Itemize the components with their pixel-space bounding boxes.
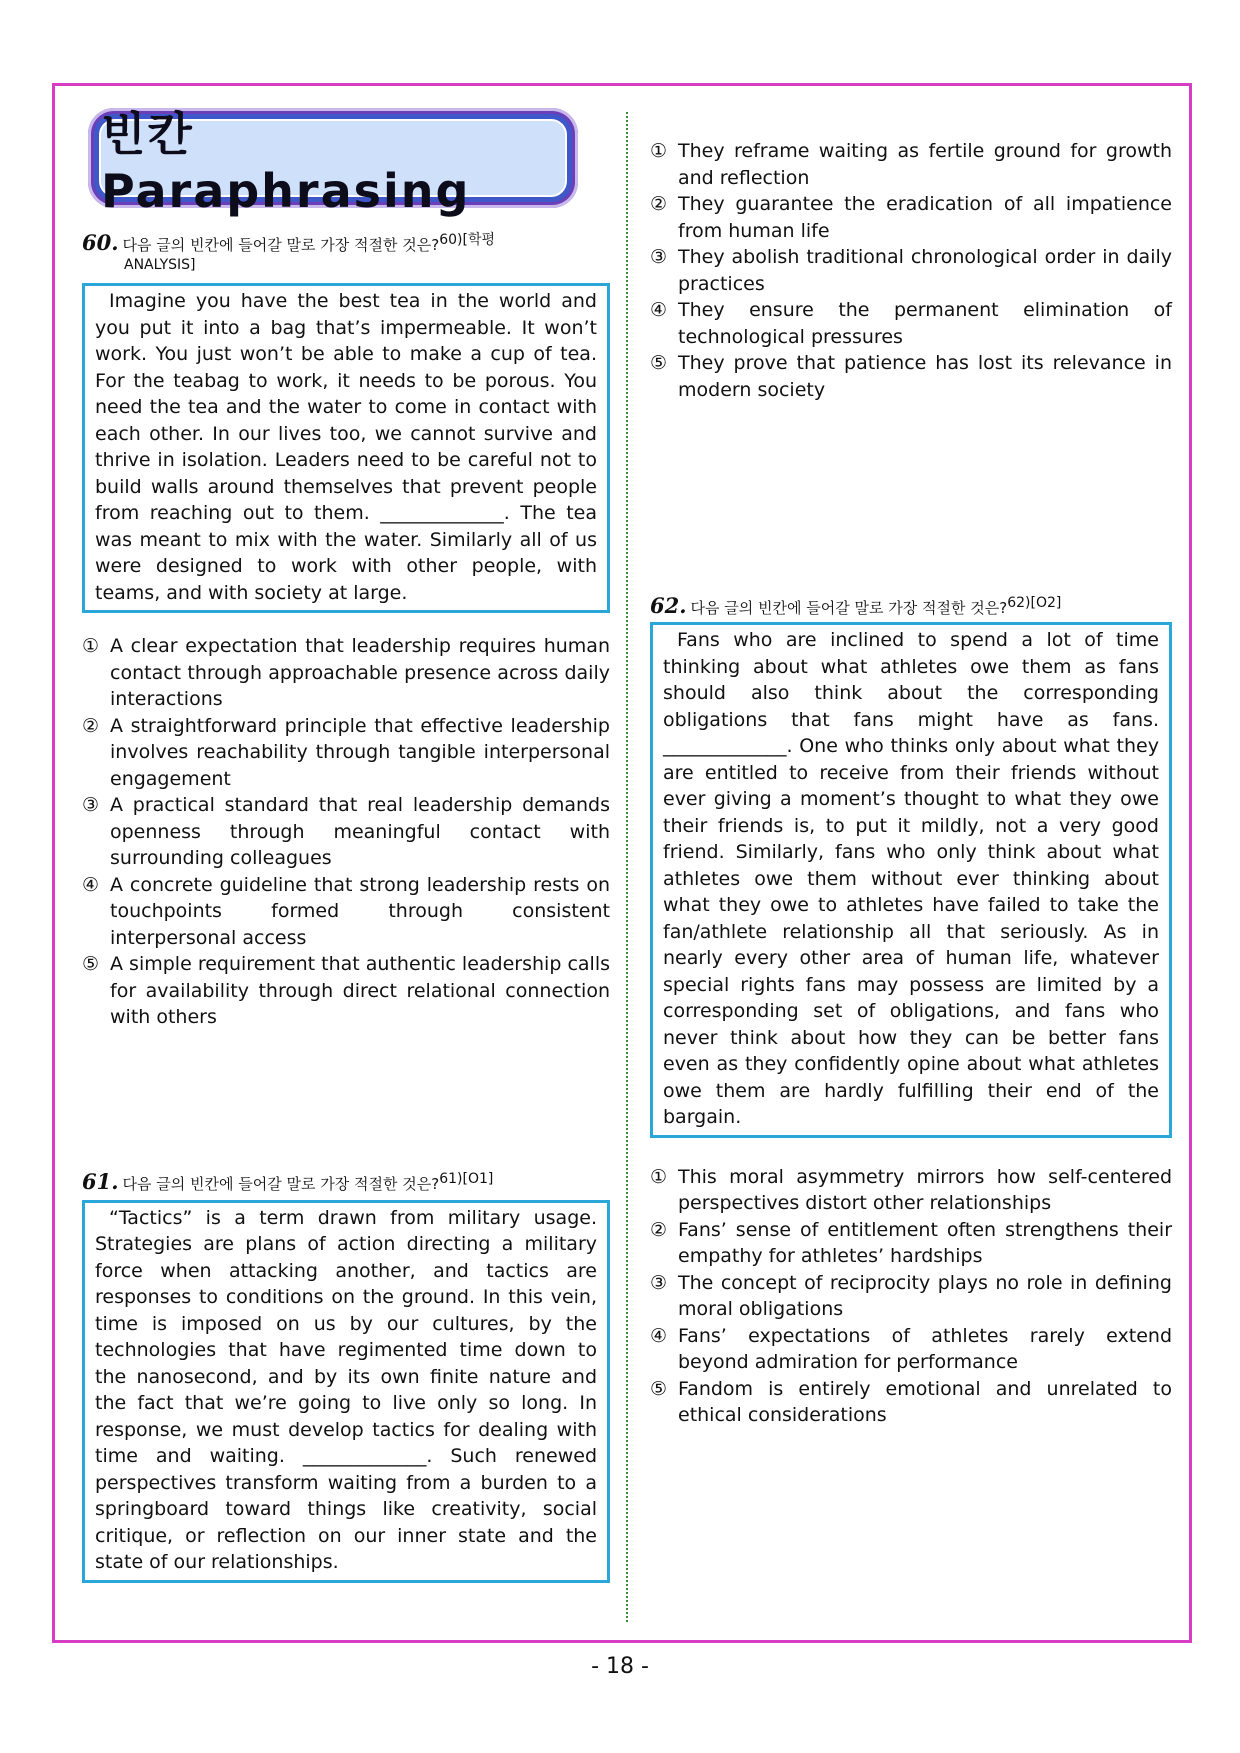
option-marker: ⑤: [650, 352, 668, 374]
option-marker: ③: [650, 1271, 668, 1294]
answer-options-61: [650, 138, 1172, 403]
option-marker: ④: [650, 1324, 668, 1347]
option-5[interactable]: [650, 350, 1172, 403]
option-marker: ③: [650, 246, 668, 268]
page-number: - 18 -: [591, 1654, 649, 1679]
question-source: 61)[O1]: [439, 1170, 494, 1187]
option-3[interactable]: [650, 1270, 1172, 1323]
passage-text: Imagine you have the best tea in the world and you put it into a bag that’s impermeable. It won’t work. You just won’t be able to make a cup of tea. For the teabag to work, it needs to be porous. You need the tea and the water to come in contact with each other. In our lives too, we cannot survive and thrive in isolation. Leaders need to be careful not to build walls around themselves that prevent people from reaching out to them. _____________. The tea was meant to mix with the water. Similarly all of us were designed to work with other people, with teams, and with society at large.: [95, 290, 597, 604]
question-number: 62.: [650, 593, 687, 618]
question-61-header: [82, 1169, 610, 1194]
passage-text: “Tactics” is a term drawn from military usage. Strategies are plans of action directing a military force when attacking another, and tactics are responses to conditions on the ground. In this vein, time is imposed on us by our cultures, by the technologies that have regimented time down to the nanosecond, and by its own finite nature and the fact that we’re going to live only so long. In response, we must develop tactics for dealing with time and waiting. _____________. Such renewed perspectives transform waiting from a burden to a springboard toward things like creativity, social critique, or reflection on our inner state and the state of our relationships.: [95, 1206, 597, 1573]
left-column: [82, 108, 610, 1583]
option-marker: ②: [650, 1218, 668, 1241]
option-2[interactable]: [650, 191, 1172, 244]
option-marker: ①: [82, 635, 100, 657]
option-3[interactable]: [82, 792, 610, 872]
answer-options: [82, 633, 610, 1031]
option-4[interactable]: [82, 872, 610, 952]
option-5[interactable]: [650, 1376, 1172, 1429]
option-marker: ②: [82, 714, 100, 737]
question-60: [82, 230, 610, 1031]
option-text: They abolish traditional chronological order in daily practices: [678, 246, 1172, 295]
passage-box: [82, 1200, 610, 1583]
question-source-cont: ANALYSIS]: [124, 257, 196, 273]
question-60-header: [82, 230, 610, 275]
question-instruction: 다음 글의 빈칸에 들어갈 말로 가장 적절한 것은?: [122, 1174, 440, 1193]
passage-box: [82, 283, 610, 613]
option-marker: ④: [82, 873, 100, 896]
question-62: [650, 593, 1172, 1429]
question-source: 60)[학평: [439, 232, 495, 248]
question-instruction: 다음 글의 빈칸에 들어갈 말로 가장 적절한 것은?: [122, 236, 440, 254]
option-marker: ⑤: [650, 1377, 668, 1400]
option-text: Fandom is entirely emotional and unrelated to ethical considerations: [678, 1377, 1172, 1426]
passage-text: Fans who are inclined to spend a lot of time thinking about what athletes owe them as fans should also think about the corresponding obligations that fans might have as fans. _____________. One who thinks only about what they are entitled to receive from their friends without ever giving a moment’s thought to what they owe their friends is, to put it mildly, not a very good friend. Similarly, fans who only think about what athletes owe them without ever thinking about what they owe to athletes have failed to take the fan/athlete relationship all that seriously. As in nearly every other area of human life, whatever special rights fans may possess are limited by a corresponding set of obligations, and fans who never think about how they can be better fans even as they confidently opine about what athletes owe them are hardly fulfilling their end of the bargain.: [663, 629, 1159, 1128]
question-instruction: 다음 글의 빈칸에 들어갈 말로 가장 적절한 것은?: [690, 599, 1008, 617]
passage-box: [650, 622, 1172, 1138]
option-text: They prove that patience has lost its relevance in modern society: [678, 352, 1172, 401]
question-source: 62)[O2]: [1007, 595, 1062, 611]
option-4[interactable]: [650, 297, 1172, 350]
section-banner: [88, 107, 578, 218]
right-column: [650, 138, 1172, 1429]
option-text: They ensure the permanent elimination of technological pressures: [678, 299, 1172, 348]
option-marker: ⑤: [82, 953, 100, 975]
question-62-header: [650, 593, 1172, 618]
question-61: [82, 1169, 610, 1583]
option-3[interactable]: [650, 244, 1172, 297]
question-number: 60.: [82, 230, 119, 255]
option-4[interactable]: [650, 1323, 1172, 1376]
option-marker: ①: [650, 140, 668, 162]
answer-options-62: [650, 1164, 1172, 1429]
option-marker: ③: [82, 794, 100, 816]
option-2[interactable]: [650, 1217, 1172, 1270]
option-text: A straightforward principle that effective leadership involves reachability through tangible interpersonal engagement: [110, 714, 610, 790]
option-1[interactable]: [650, 138, 1172, 191]
option-2[interactable]: [82, 713, 610, 793]
option-marker: ①: [650, 1165, 668, 1188]
question-number: 61.: [82, 1168, 119, 1194]
option-text: A concrete guideline that strong leadership rests on touchpoints formed through consistent interpersonal access: [110, 873, 610, 949]
option-text: Fans’ expectations of athletes rarely extend beyond admiration for performance: [678, 1324, 1172, 1373]
option-1[interactable]: [650, 1164, 1172, 1217]
column-divider: [626, 112, 628, 1622]
option-text: A simple requirement that authentic leadership calls for availability through direct relational connection with others: [110, 953, 610, 1028]
option-text: They reframe waiting as fertile ground for growth and reflection: [678, 140, 1172, 189]
option-text: They guarantee the eradication of all impatience from human life: [678, 193, 1172, 242]
option-5[interactable]: [82, 951, 610, 1031]
option-marker: ②: [650, 193, 668, 215]
option-1[interactable]: [82, 633, 610, 713]
option-text: A practical standard that real leadership demands openness through meaningful contact with surrounding colleagues: [110, 794, 610, 869]
option-marker: ④: [650, 299, 668, 321]
section-title: 빈칸 Paraphrasing: [101, 107, 471, 218]
option-text: Fans’ sense of entitlement often strengthens their empathy for athletes’ hardships: [678, 1218, 1172, 1267]
option-text: This moral asymmetry mirrors how self-centered perspectives distort other relationships: [678, 1165, 1172, 1214]
option-text: A clear expectation that leadership requires human contact through approachable presence across daily interactions: [110, 635, 610, 710]
option-text: The concept of reciprocity plays no role in defining moral obligations: [678, 1271, 1172, 1320]
